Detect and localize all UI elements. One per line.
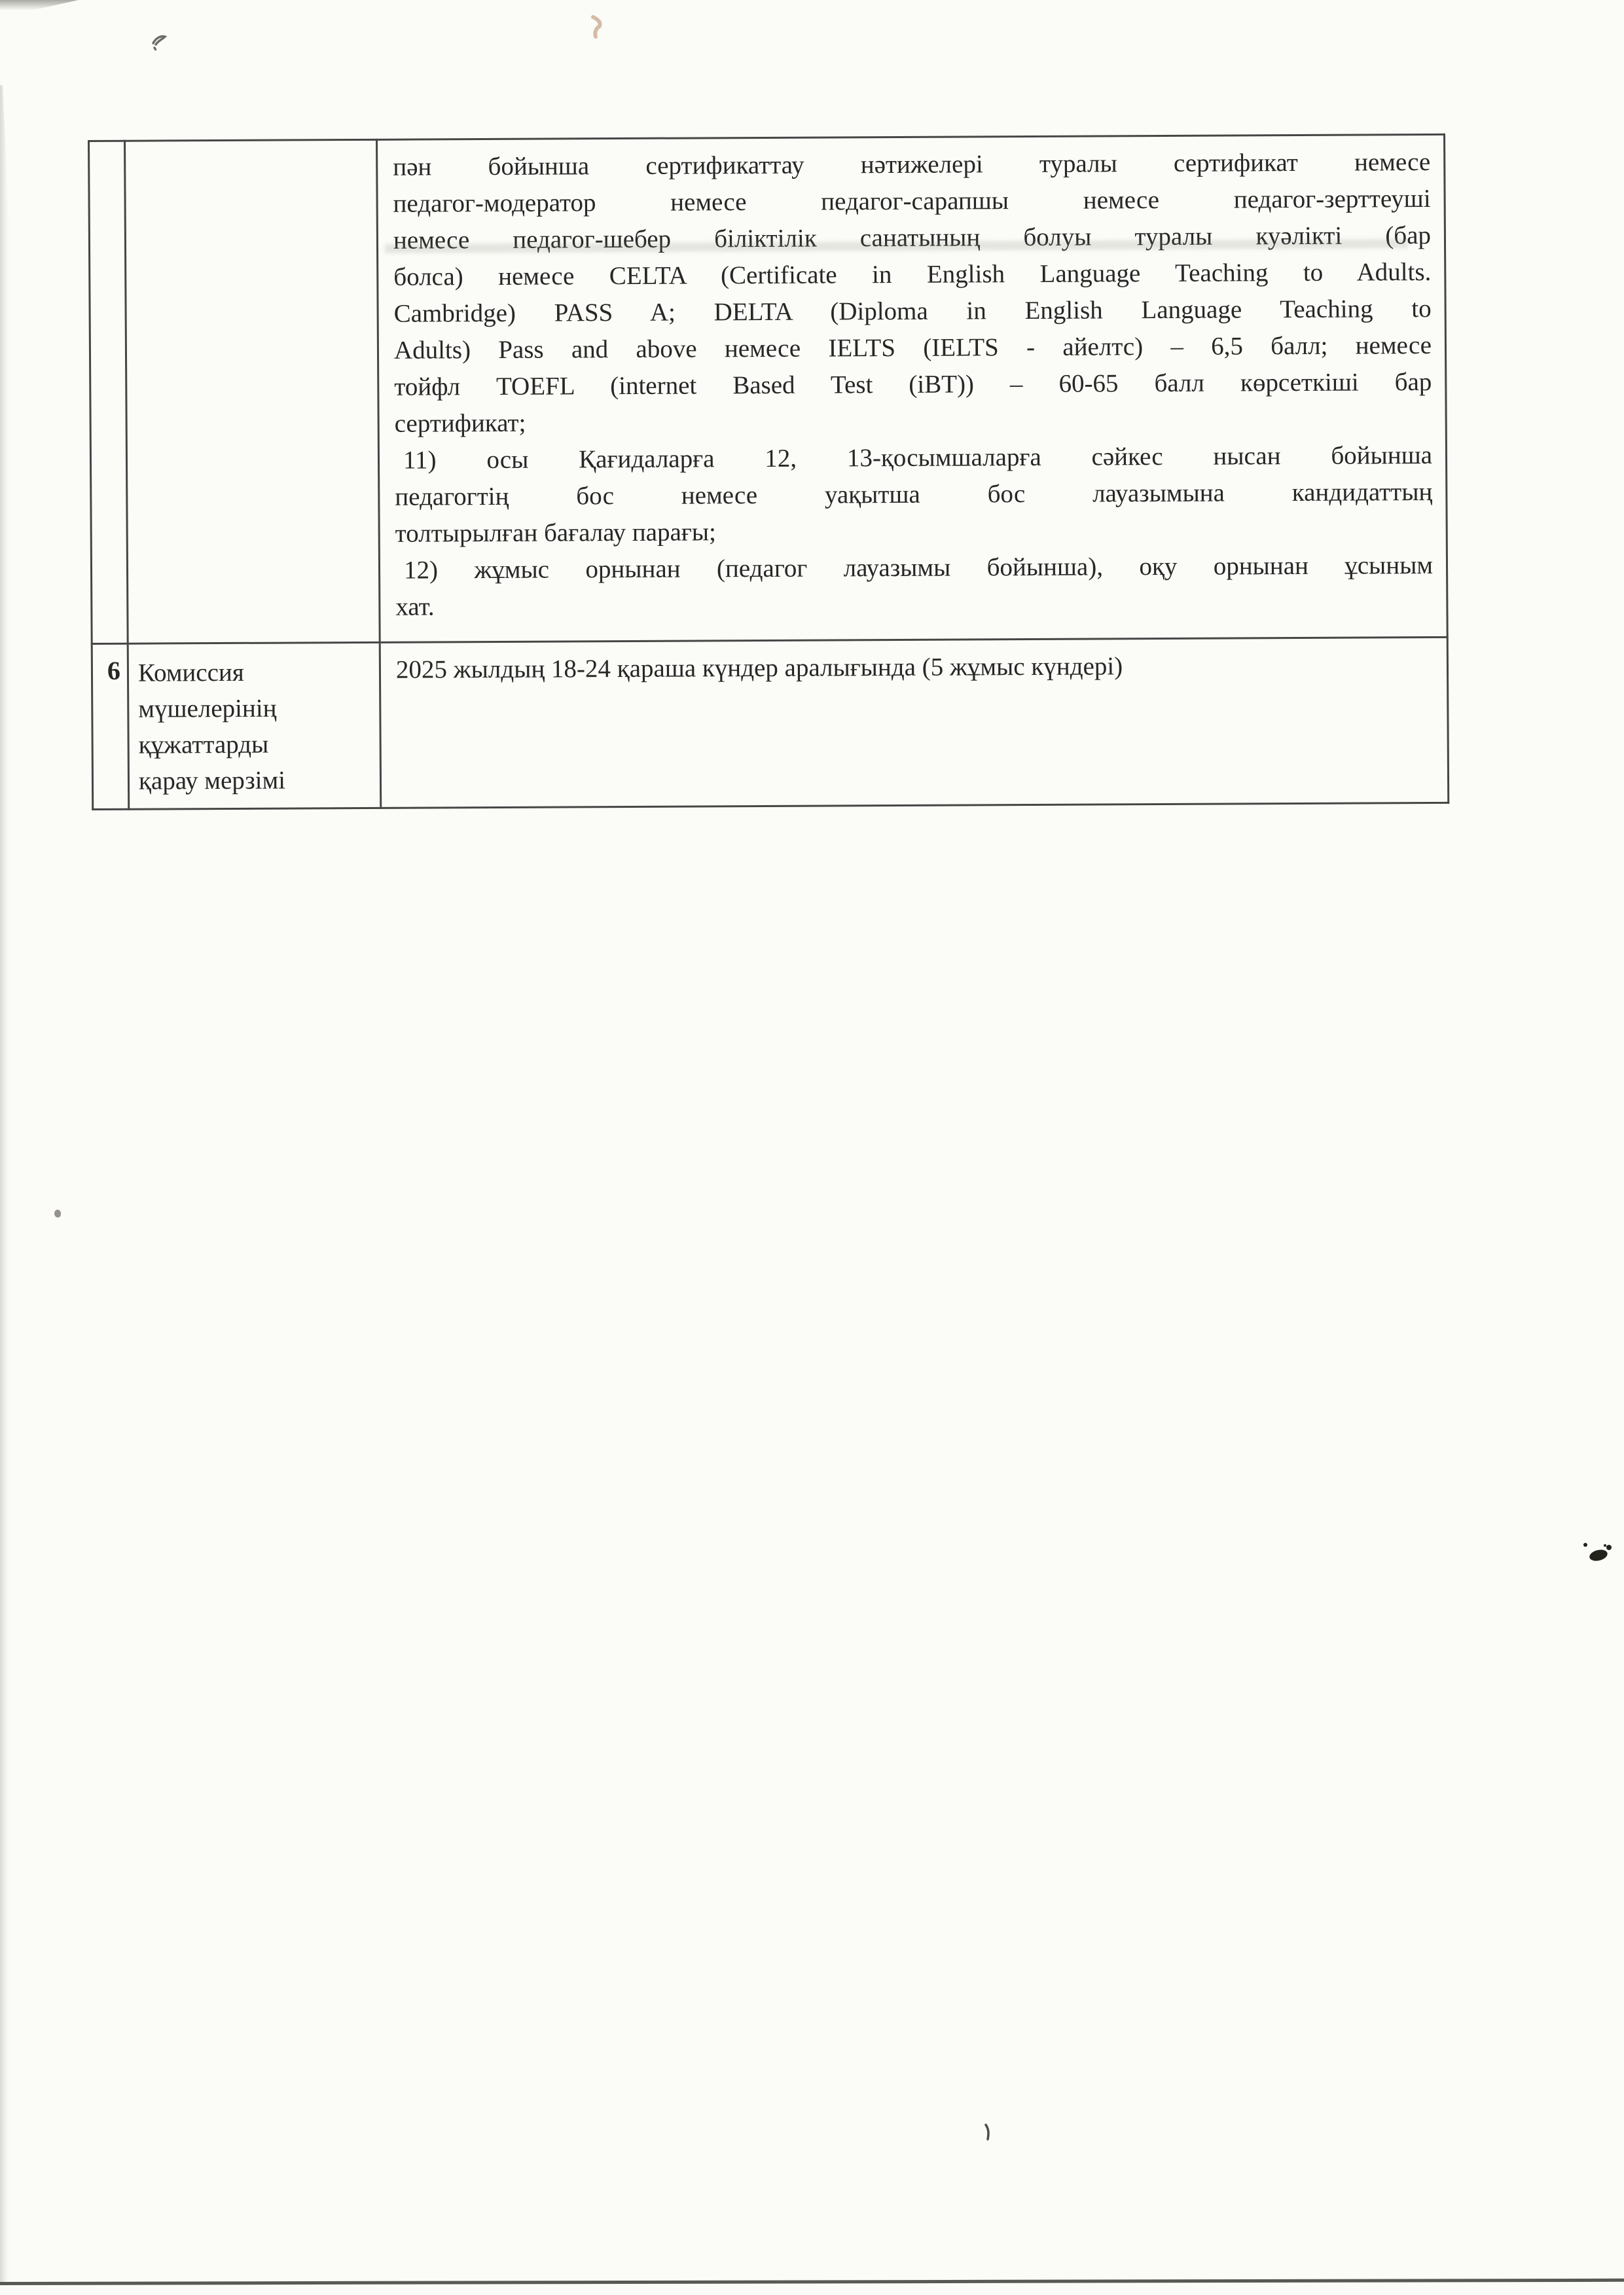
label-line: Комиссия bbox=[137, 658, 244, 687]
text-line: сертификат; bbox=[394, 408, 526, 438]
text-line: болса) немесе CELTA (Certificate in English Language Teaching to Adults. bbox=[393, 257, 1432, 291]
label-line: мүшелерінің bbox=[138, 694, 277, 723]
label-line: қарау мерзімі bbox=[138, 766, 286, 795]
tan-smudge-mark bbox=[588, 13, 609, 39]
text-line: Adults) Pass and above немесе IELTS (IELTS - айелтс) – 6,5 балл; немесе bbox=[393, 331, 1432, 365]
text-line: 11) осы Қағидаларға 12, 13-қосымшаларға сәйкес нысан бойынша bbox=[403, 441, 1433, 475]
text-line: немесе педагог-шебер біліктілік санатының болуы туралы куәлікті (бар bbox=[393, 221, 1432, 255]
ink-blot bbox=[1576, 1540, 1615, 1563]
text-line: педагог-модератор немесе педагог-сарапшы немесе педагог-зерттеуші bbox=[393, 184, 1431, 218]
scan-corner-shadow bbox=[0, 0, 79, 10]
dust-speck bbox=[54, 1210, 61, 1218]
text-line: 12) жұмыс орнынан (педагог лауазымы бойынша), оқу орнынан ұсыным bbox=[403, 551, 1434, 585]
text-line: тойфл TOEFL (internet Based Test (iBT)) – 60-65 балл көрсеткіші бар bbox=[394, 367, 1432, 401]
text-line: толтырылған бағалау парағы; bbox=[395, 518, 717, 548]
row6-content-cell bbox=[380, 637, 1449, 808]
row5-number-cell bbox=[89, 141, 128, 643]
table-row-6 bbox=[92, 637, 1449, 809]
row6-label-cell bbox=[128, 642, 381, 809]
row5-label-cell bbox=[125, 139, 380, 643]
row6-number-cell: 6 bbox=[92, 643, 129, 809]
scan-edge-shadow bbox=[0, 85, 10, 2285]
pen-squiggle-mark bbox=[149, 30, 169, 51]
row5-content-cell bbox=[377, 134, 1448, 642]
label-line: құжаттарды bbox=[138, 730, 269, 759]
text-line: Cambridge) PASS A; DELTA (Diploma in English Language Teaching to bbox=[393, 294, 1432, 328]
text-line: 2025 жылдың 18-24 қараша күндер аралығында (5 жұмыс күндері) bbox=[395, 652, 1123, 684]
table-row-5-continuation bbox=[89, 134, 1448, 643]
record-table bbox=[88, 134, 1449, 810]
text-line: пән бойынша сертификаттау нәтижелері туралы сертификат немесе bbox=[393, 147, 1431, 181]
text-line: хат. bbox=[395, 592, 435, 621]
pen-tick-mark bbox=[983, 2123, 992, 2141]
paper-edge-line bbox=[0, 2279, 1624, 2285]
text-line: педагогтің бос немесе уақытша бос лауазымына кандидаттың bbox=[395, 477, 1433, 511]
